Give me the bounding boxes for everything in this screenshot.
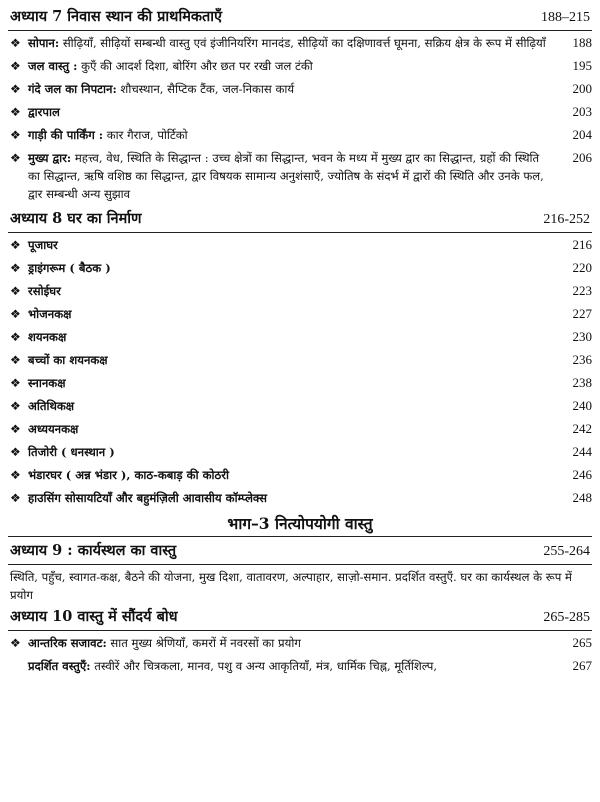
list-item bbox=[8, 374, 592, 392]
list-item bbox=[8, 489, 592, 507]
entry-text: सीढ़ियाँ, सीढ़ियों सम्बन्धी वास्तु एवं इंजीनियरिंग मानदंड, सीढ़ियों का दक्षिणावर्त्त घूमना, सक्रिय क्षेत्र के रूप में सीढ़ियाँ bbox=[59, 36, 546, 50]
entry-page: 227 bbox=[572, 306, 592, 321]
diamond-bullet-icon: ❖ bbox=[10, 399, 21, 413]
entry-label: हाउसिंग सोसायटियाँ और बहुमंज़िली आवासीय कॉम्प्लेक्स bbox=[28, 491, 268, 505]
list-item bbox=[8, 34, 592, 52]
entry-label: शयनकक्ष bbox=[28, 330, 67, 344]
entry-page: 240 bbox=[572, 398, 592, 413]
entry-page: 230 bbox=[572, 329, 592, 344]
list-item bbox=[8, 236, 592, 254]
entry-text: महत्त्व, वेध, स्थिति के सिद्धान्त : उच्च क्षेत्रों का सिद्धान्त, भवन के मध्य में मुख्य द्वार का सिद्धान्त, ग्रहों की स्थिति का सिद्धान्त, ऋषि वशिष्ठ का सिद्धान्त, द्वार विषयक सामान्य अनुशंसाएँ, ज्योतिष के संदर्भ में द्वारों की स्थिति और उनके फल, द्वार सम्बन्धी अन्य सुझाव bbox=[28, 151, 544, 201]
entry-label: जल वास्तु : bbox=[28, 59, 78, 73]
chapter-9-paragraph: स्थिति, पहुँच, स्वागत-कक्ष, बैठने की योजना, मुख दिशा, वातावरण, अल्पाहार, साज़ो-समान. प्रदर्शित वस्तुएँ. घर का कार्यस्थल के रूप में प्रयोग bbox=[10, 570, 572, 602]
list-item bbox=[8, 305, 592, 323]
chapter-10-heading bbox=[8, 606, 592, 631]
entry-label: द्वारपाल bbox=[28, 105, 60, 119]
chapter-7-title: अध्याय 7 निवास स्थान की प्राथमिकताएँ bbox=[10, 8, 223, 25]
chapter-8-range: 216-252 bbox=[543, 212, 590, 227]
diamond-bullet-icon: ❖ bbox=[10, 105, 21, 119]
entry-page: 203 bbox=[572, 104, 592, 119]
list-item bbox=[8, 420, 592, 438]
list-item bbox=[8, 634, 592, 652]
diamond-bullet-icon: ❖ bbox=[10, 468, 21, 482]
entry-label: पूजाघर bbox=[28, 238, 58, 252]
diamond-bullet-icon: ❖ bbox=[10, 128, 21, 142]
chapter-8-title: अध्याय 8 घर का निर्माण bbox=[10, 210, 142, 227]
diamond-bullet-icon: ❖ bbox=[10, 422, 21, 436]
diamond-bullet-icon: ❖ bbox=[10, 238, 21, 252]
entry-label: भोजनकक्ष bbox=[28, 307, 72, 321]
list-item bbox=[8, 282, 592, 300]
entry-page: 267 bbox=[572, 658, 592, 673]
entry-label: आन्तरिक सजावट: bbox=[28, 636, 107, 650]
entry-page: 246 bbox=[572, 467, 592, 482]
diamond-bullet-icon: ❖ bbox=[10, 636, 21, 650]
entry-page: 242 bbox=[572, 421, 592, 436]
entry-text: सात मुख्य श्रेणियाँ, कमरों में नवरसों का प्रयोग bbox=[106, 636, 301, 650]
entry-page: 244 bbox=[572, 444, 592, 459]
chapter-10-range: 265-285 bbox=[543, 610, 590, 625]
entry-text: कार गैराज, पोर्टिको bbox=[103, 128, 188, 142]
entry-label: स्नानकक्ष bbox=[28, 376, 66, 390]
list-item bbox=[8, 443, 592, 461]
entry-text: तस्वीरें और चित्रकला, मानव, पशु व अन्य आकृतियाँ, मंत्र, धार्मिक चिह्न, मूर्तिशिल्प, bbox=[90, 659, 438, 673]
entry-label: रसोईघर bbox=[28, 284, 61, 298]
entry-page: 195 bbox=[572, 58, 592, 73]
diamond-bullet-icon: ❖ bbox=[10, 376, 21, 390]
diamond-bullet-icon: ❖ bbox=[10, 284, 21, 298]
entry-label: मुख्य द्वार: bbox=[28, 151, 72, 165]
chapter-9-heading bbox=[8, 540, 592, 565]
entry-label: बच्चों का शयनकक्ष bbox=[28, 353, 108, 367]
entry-label: गाड़ी की पार्किंग : bbox=[28, 128, 104, 142]
diamond-bullet-icon: ❖ bbox=[10, 445, 21, 459]
list-item bbox=[8, 259, 592, 277]
entry-label: प्रदर्शित वस्तुएँ: bbox=[28, 659, 91, 673]
entry-label: अतिथिकक्ष bbox=[28, 399, 75, 413]
entry-page: 216 bbox=[572, 237, 592, 252]
diamond-bullet-icon: ❖ bbox=[10, 151, 21, 165]
list-item bbox=[8, 149, 592, 203]
entry-page: 223 bbox=[572, 283, 592, 298]
diamond-bullet-icon: ❖ bbox=[10, 330, 21, 344]
chapter-7-range: 188–215 bbox=[541, 10, 590, 25]
entry-page: 206 bbox=[572, 150, 592, 165]
list-item bbox=[8, 657, 592, 675]
list-item bbox=[8, 80, 592, 98]
chapter-9-range: 255-264 bbox=[543, 544, 590, 559]
chapter-10-title: अध्याय 10 वास्तु में सौंदर्य बोध bbox=[10, 608, 178, 625]
entry-page: 265 bbox=[572, 635, 592, 650]
entry-text: कुएँ की आदर्श दिशा, बोरिंग और छत पर रखी जल टंकी bbox=[77, 59, 313, 73]
entry-text: शौचस्थान, सैप्टिक टैंक, जल-निकास कार्य bbox=[116, 82, 295, 96]
entry-page: 188 bbox=[572, 35, 592, 50]
part-3-title: भाग–3 नित्योपयोगी वास्तु bbox=[8, 512, 592, 537]
entry-page: 200 bbox=[572, 81, 592, 96]
chapter-9-title: अध्याय 9 : कार्यस्थल का वास्तु bbox=[10, 542, 177, 559]
diamond-bullet-icon: ❖ bbox=[10, 261, 21, 275]
diamond-bullet-icon: ❖ bbox=[10, 353, 21, 367]
entry-page: 220 bbox=[572, 260, 592, 275]
entry-page: 248 bbox=[572, 490, 592, 505]
chapter-8-heading bbox=[8, 208, 592, 233]
list-item bbox=[8, 103, 592, 121]
entry-label: तिजोरी ( धनस्थान ) bbox=[28, 445, 115, 459]
list-item bbox=[8, 397, 592, 415]
list-item bbox=[8, 328, 592, 346]
list-item bbox=[8, 466, 592, 484]
entry-label: सोपान: bbox=[28, 36, 60, 50]
entry-label: भंडारघर ( अन्न भंडार ), काठ-कबाड़ की कोठरी bbox=[28, 468, 229, 482]
entry-label: अध्ययनकक्ष bbox=[28, 422, 79, 436]
diamond-bullet-icon: ❖ bbox=[10, 491, 21, 505]
list-item bbox=[8, 126, 592, 144]
chapter-7-heading bbox=[8, 6, 592, 31]
list-item bbox=[8, 351, 592, 369]
diamond-bullet-icon: ❖ bbox=[10, 59, 21, 73]
entry-label: ड्राइंगरूम ( बैठक ) bbox=[28, 261, 111, 275]
entry-page: 238 bbox=[572, 375, 592, 390]
diamond-bullet-icon: ❖ bbox=[10, 82, 21, 96]
diamond-bullet-icon: ❖ bbox=[10, 36, 21, 50]
entry-page: 204 bbox=[572, 127, 592, 142]
chapter-9-description bbox=[8, 568, 592, 604]
entry-label: गंदे जल का निपटान: bbox=[28, 82, 117, 96]
list-item bbox=[8, 57, 592, 75]
diamond-bullet-icon: ❖ bbox=[10, 307, 21, 321]
entry-page: 236 bbox=[572, 352, 592, 367]
